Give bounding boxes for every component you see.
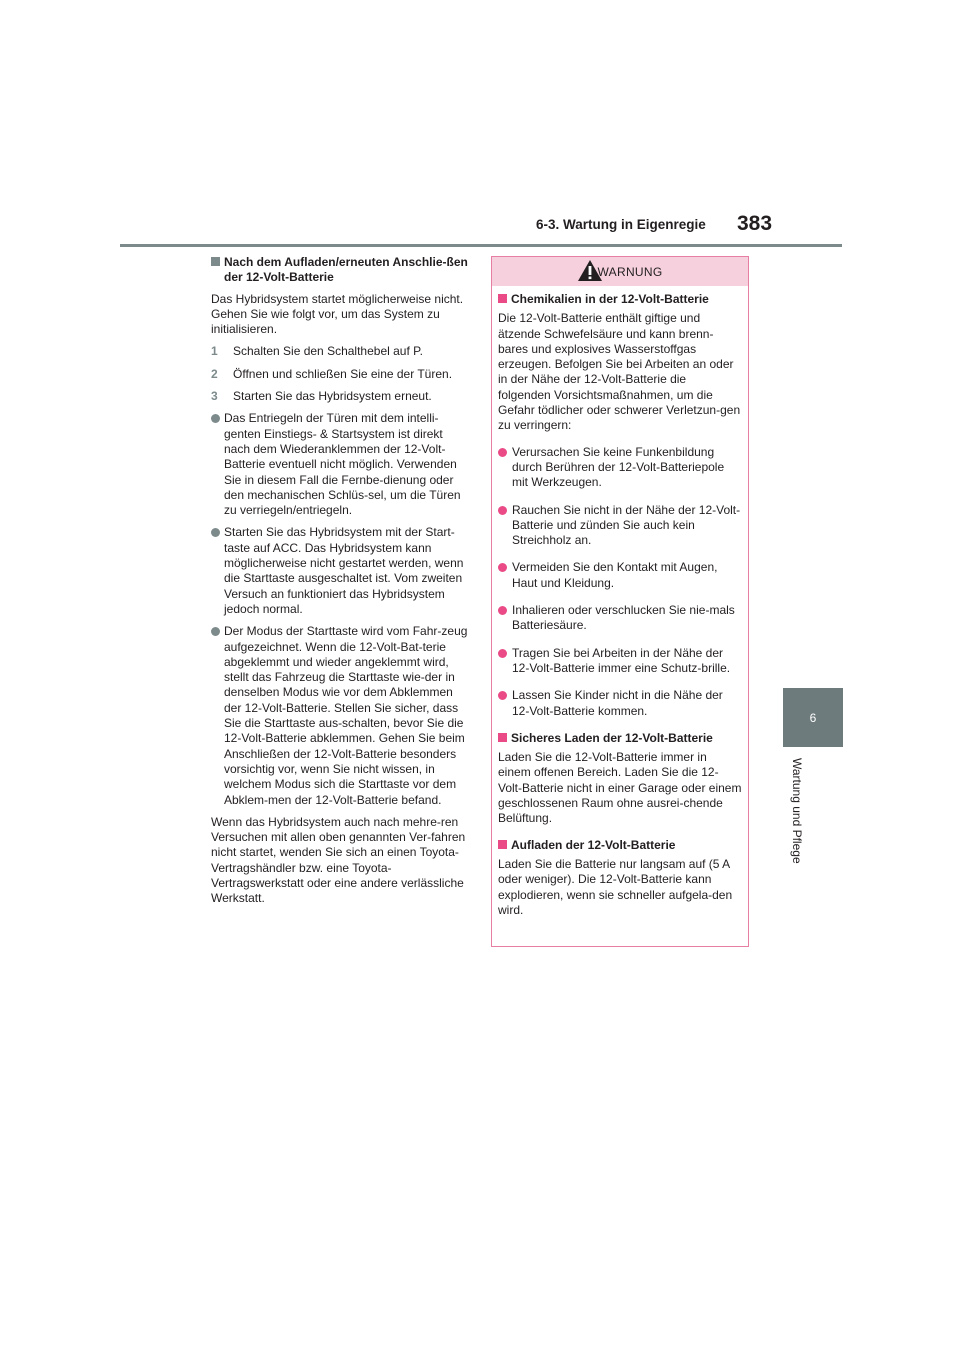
round-bullet-icon: [211, 627, 220, 636]
step-item: 2 Öffnen und schließen Sie eine der Türen.: [211, 366, 453, 381]
header-rule: [120, 244, 842, 247]
warning-heading: Sicheres Laden der 12-Volt-Batterie: [498, 731, 742, 746]
step-number: 2: [211, 366, 218, 381]
warning-list-item: Lassen Sie Kinder nicht in die Nähe der 12-Volt-Batterie kommen.: [498, 688, 742, 719]
warning-list-item: Verursachen Sie keine Funkenbildung durch Berühren der 12-Volt-Batteriepole mit Werkzeugen.: [498, 445, 742, 491]
square-bullet-icon: [498, 733, 507, 742]
warning-paragraph: Laden Sie die Batterie nur langsam auf (5 A oder weniger). Die 12-Volt-Batterie kann explodieren, wenn sie schneller aufgela-den wird.: [498, 856, 733, 917]
round-bullet-icon: [498, 563, 507, 572]
section-heading: Nach dem Aufladen/erneuten Anschlie-ßen der 12-Volt-Batterie: [211, 255, 469, 286]
warning-list-item: Vermeiden Sie den Kontakt mit Augen, Haut und Kleidung.: [498, 560, 742, 591]
square-bullet-icon: [498, 840, 507, 849]
warning-box: [491, 256, 749, 947]
list-item: Das Entriegeln der Türen mit dem intelli-genten Einstiegs- & Startsystem ist direkt nach dem Wiederanklemmen der 12-Volt-Batterie eventuell nicht möglich. Verwenden Sie in diesem Fall die Fernbe-dienung oder den mechanischen Schlüs-sel, um die Türen zu verriegeln/entriegeln.: [211, 411, 469, 518]
chapter-label: Wartung und Pflege: [790, 758, 804, 864]
list-item: Starten Sie das Hybridsystem mit der Start-taste auf ACC. Das Hybridsystem kann möglicherweise nicht gestartet werden, wenn die Starttaste ausgeschaltet ist. Vom zweiten Versuch an funktioniert das Hybridsystem jedoch normal.: [211, 525, 469, 617]
intro-paragraph: Das Hybridsystem startet möglicherweise nicht. Gehen Sie wie folgt vor, um das System zu initialisieren.: [211, 291, 464, 337]
warning-paragraph: Die 12-Volt-Batterie enthält giftige und ätzende Schwefelsäure und kann brenn-bares und explosives Wasserstoffgas erzeugen. Befolgen Sie bei Arbeiten an oder in der Nähe der 12-Volt-Batterie die folgenden Vorsichtsmaßnahmen, um die Gefahr tödlicher oder schwerer Verletzun-gen zu verringern:: [498, 311, 741, 433]
round-bullet-icon: [498, 448, 507, 457]
warning-header: [492, 257, 748, 286]
step-item: 1 Schalten Sie den Schalthebel auf P.: [211, 344, 423, 359]
round-bullet-icon: [498, 649, 507, 658]
round-bullet-icon: [211, 414, 220, 423]
round-bullet-icon: [498, 506, 507, 515]
section-header: 6-3. Wartung in Eigenregie: [536, 217, 706, 232]
round-bullet-icon: [498, 691, 507, 700]
left-column: [211, 255, 469, 914]
closing-paragraph: Wenn das Hybridsystem auch nach mehre-ren Versuchen mit allen oben genannten Ver-fahren nicht startet, wenden Sie sich an einen Toyota-Vertragshändler bzw. eine Toyota-Vertragswerkstatt oder eine andere verlässliche Werkstatt.: [211, 814, 466, 906]
step-item: 3 Starten Sie das Hybridsystem erneut.: [211, 389, 432, 404]
warning-body: [492, 286, 748, 918]
square-bullet-icon: [211, 257, 220, 266]
warning-title: WARNUNG: [597, 265, 663, 279]
warning-list-item: Inhalieren oder verschlucken Sie nie-mals Batteriesäure.: [498, 603, 742, 634]
warning-list-item: Rauchen Sie nicht in der Nähe der 12-Volt-Batterie und zünden Sie auch kein Streichholz an.: [498, 503, 742, 549]
chapter-tab: [783, 688, 843, 747]
warning-heading: Aufladen der 12-Volt-Batterie: [498, 838, 742, 853]
warning-paragraph: Laden Sie die 12-Volt-Batterie immer in einem offenen Bereich. Laden Sie die 12-Volt-Batterie nicht in einer Garage oder einem geschlossenen Raum ohne ausrei-chende Belüftung.: [498, 750, 742, 826]
round-bullet-icon: [498, 606, 507, 615]
step-number: 1: [211, 344, 218, 359]
step-number: 3: [211, 389, 218, 404]
round-bullet-icon: [211, 528, 220, 537]
warning-list-item: Tragen Sie bei Arbeiten in der Nähe der 12-Volt-Batterie immer eine Schutz-brille.: [498, 646, 742, 677]
warning-heading: Chemikalien in der 12-Volt-Batterie: [498, 292, 742, 307]
square-bullet-icon: [498, 294, 507, 303]
chapter-number: 6: [809, 710, 817, 725]
list-item: Der Modus der Starttaste wird vom Fahr-zeug aufgezeichnet. Wenn die 12-Volt-Bat-terie abgeklemmt und wieder angeklemmt wird, stellt das Fahrzeug die Starttaste wie-der in denselben Modus wie vor dem Abklemmen der 12-Volt-Batterie. Stellen Sie sicher, dass Sie die Starttaste aus-schalten, bevor Sie die 12-Volt-Batterie abklemmen. Gehen Sie beim Anschließen der 12-Volt-Batterie besonders vorsichtig vor, wenn Sie nicht wissen, in welchem Modus sich die Starttaste vor dem Abklem-men der 12-Volt-Batterie befand.: [211, 624, 469, 808]
page-number: 383: [737, 212, 773, 235]
